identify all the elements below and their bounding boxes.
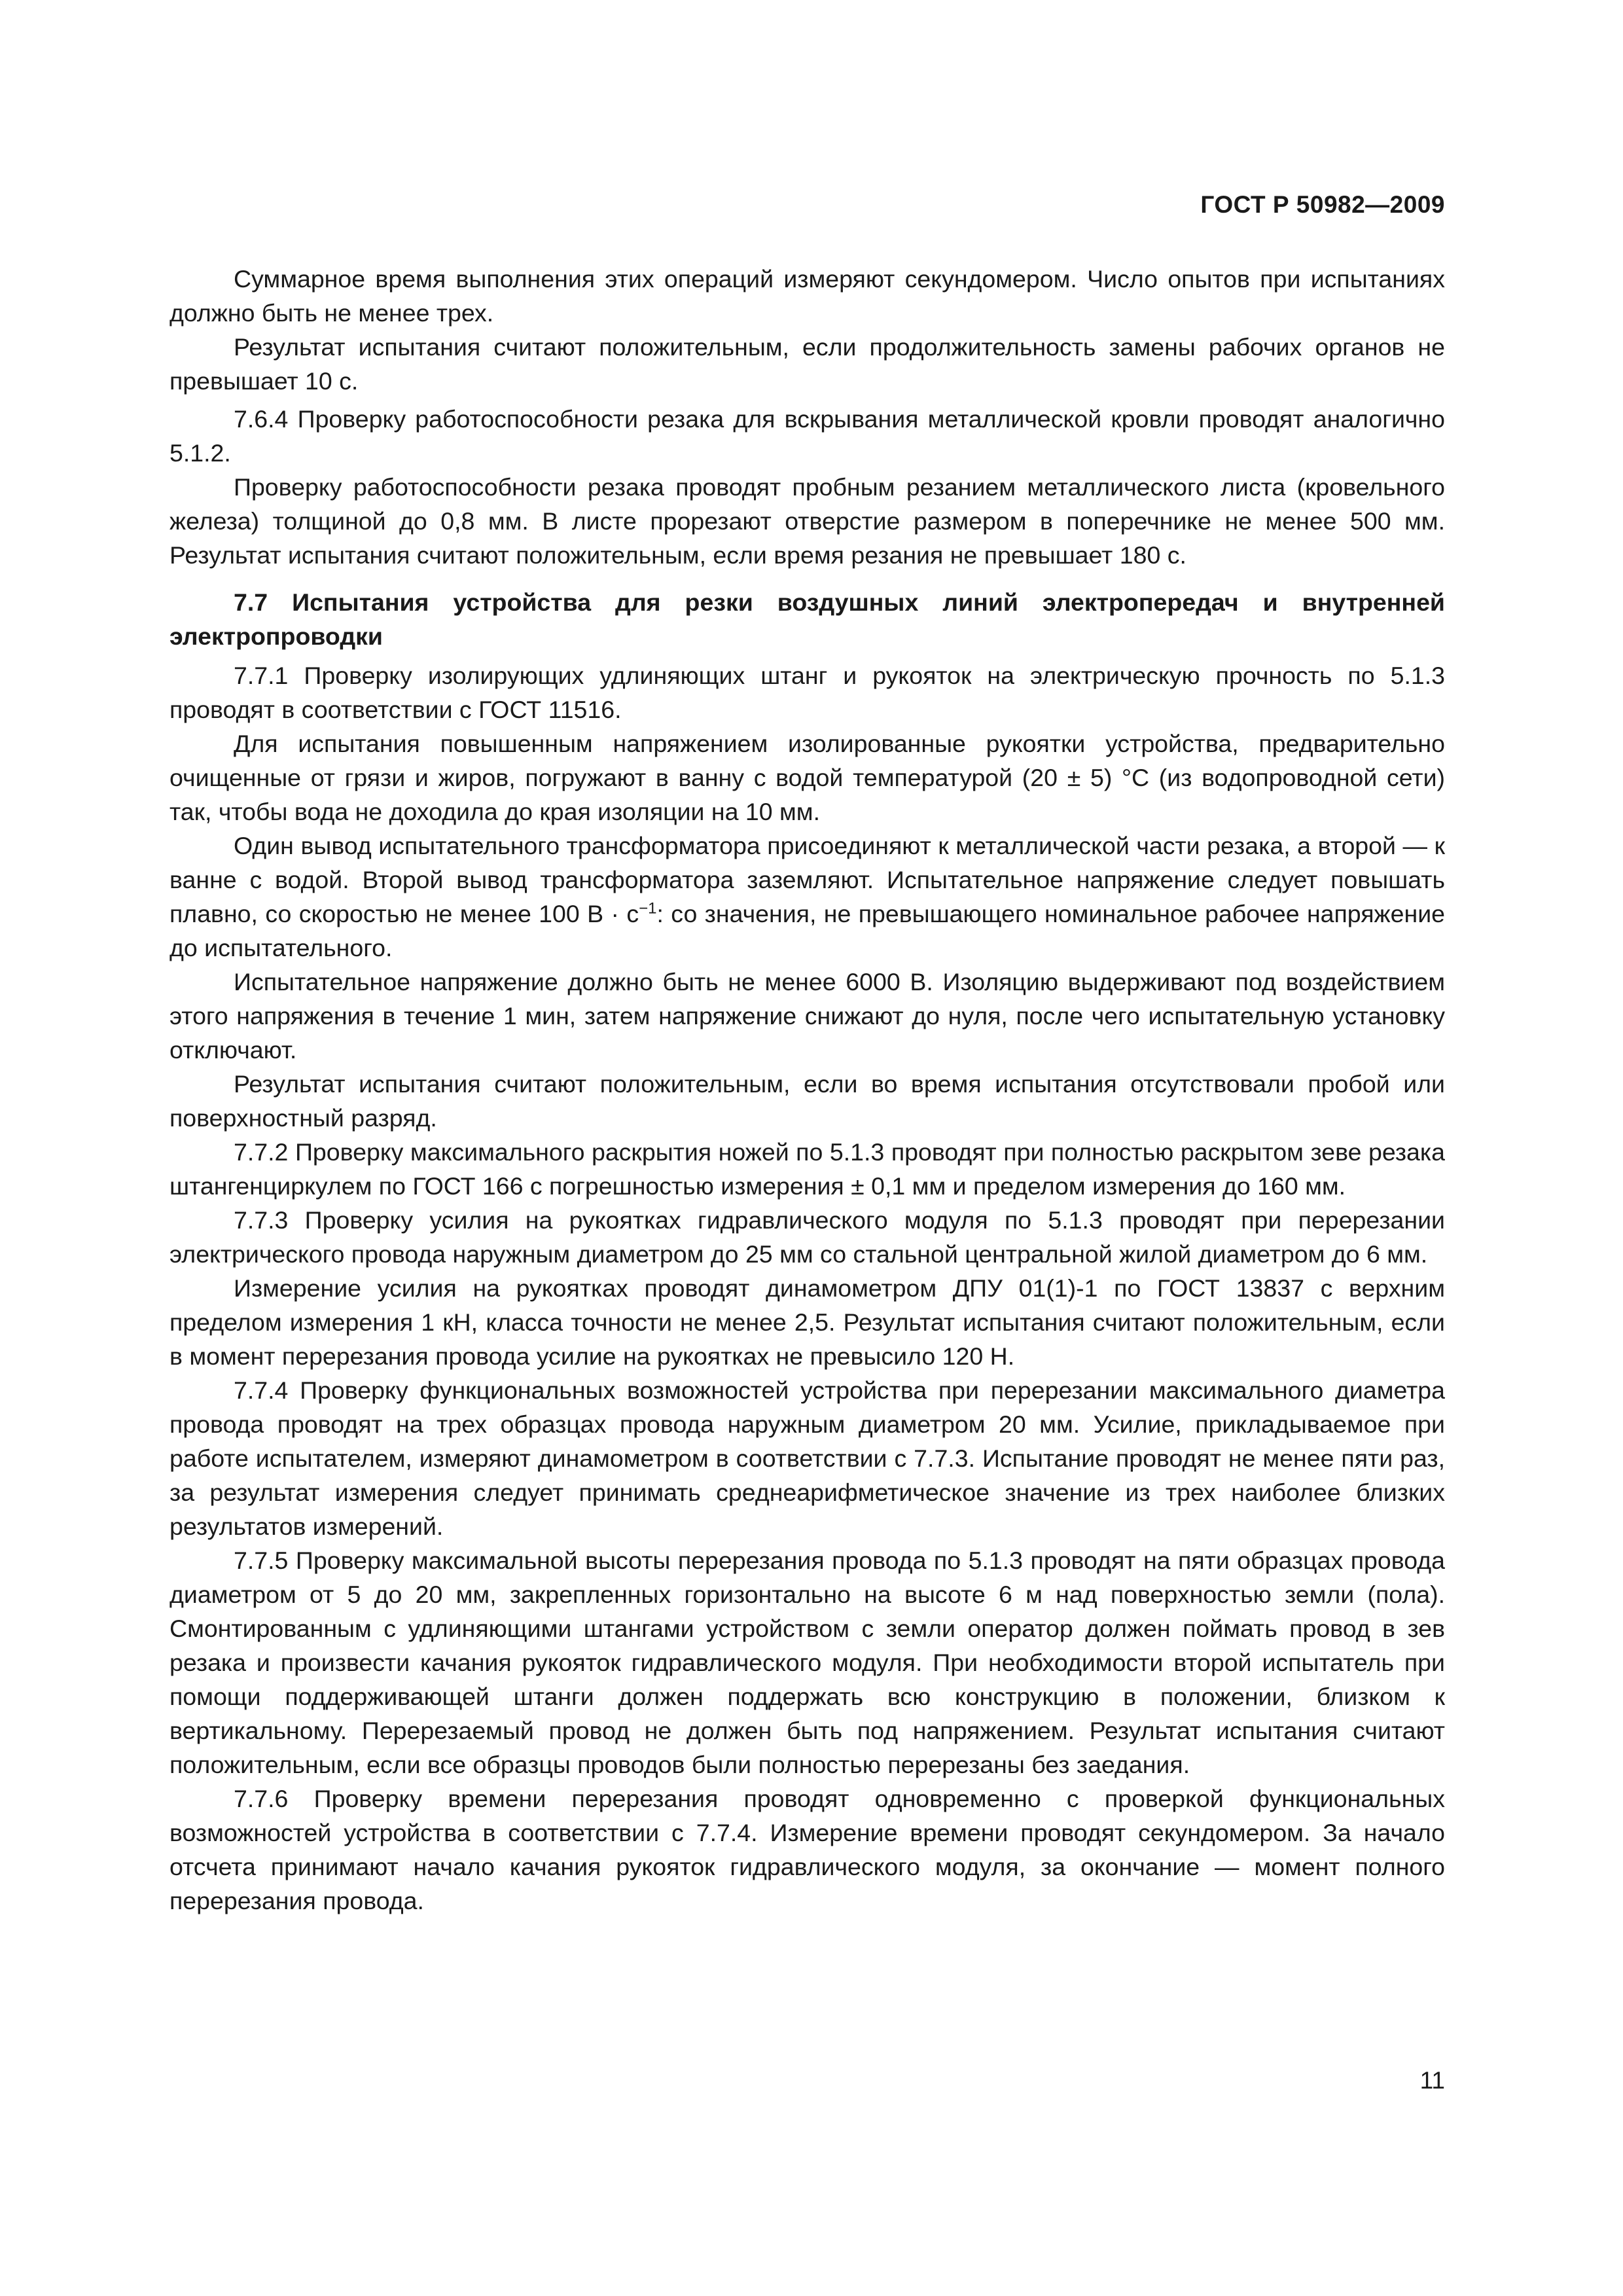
- paragraph-test-voltage: Испытательное напряжение должно быть не менее 6000 В. Изоляцию выдерживают под воздействием этого напряжения в течение 1 мин, затем напряжение снижают до нуля, после чего испытательную установку отключают.: [169, 968, 1445, 1064]
- paragraph-7-6-4: 7.6.4 Проверку работоспособности резака для вскрывания металлической кровли проводят аналогично 5.1.2.: [169, 405, 1445, 467]
- paragraph-cutting-test: Проверку работоспособности резака проводят пробным резанием металлического листа (кровельного железа) толщиной до 0,8 мм. В листе прорезают отверстие размером в поперечнике не менее 500 мм. Результат испытания считают положительным, если время резания не превышает 180 с.: [169, 473, 1445, 569]
- section-heading-7-7: 7.7 Испытания устройства для резки воздушных линий электропередач и внутренней электропроводки: [169, 588, 1445, 650]
- transformer-text-part-1: Один вывод испытательного трансформатора присоединяют к металлической части резака, а второй — к ванне с водой. Второй вывод трансформатора заземляют. Испытательное напряжение следует повышать плавно, со скоростью не менее 100 В · с: [169, 832, 1445, 927]
- paragraph-7-7-5: 7.7.5 Проверку максимальной высоты перерезания провода по 5.1.3 проводят на пяти образцах провода диаметром от 5 до 20 мм, закрепленных горизонтально на высоте 6 м над поверхностью земли (пола). Смонтированным с удлиняющими штангами устройством с земли оператор должен поймать провод в зев резака и произвести качания рукояток гидравлического модуля. При необходимости второй испытатель при помощи поддерживающей штанги должен поддержать всю конструкцию в положении, близком к вертикальному. Перерезаемый провод не должен быть под напряжением. Результат испытания считают положительным, если все образцы проводов были полностью перерезаны без заедания.: [169, 1547, 1445, 1778]
- document-code-header: ГОСТ Р 50982—2009: [1200, 191, 1445, 218]
- paragraph-operations-time: Суммарное время выполнения этих операций измеряют секундомером. Число опытов при испытаниях должно быть не менее трех.: [169, 265, 1445, 327]
- page-number: 11: [1419, 2067, 1445, 2094]
- paragraph-7-7-1: 7.7.1 Проверку изолирующих удлиняющих штанг и рукояток на электрическую прочность по 5.1.3 проводят в соответствии с ГОСТ 11516.: [169, 662, 1445, 723]
- paragraph-breakdown-result: Результат испытания считают положительным, если во время испытания отсутствовали пробой или поверхностный разряд.: [169, 1070, 1445, 1132]
- paragraph-7-7-6: 7.7.6 Проверку времени перерезания проводят одновременно с проверкой функциональных возможностей устройства в соответствии с 7.7.4. Измерение времени проводят секундомером. За начало отсчета принимают начало качания рукояток гидравлического модуля, за окончание — момент полного перерезания провода.: [169, 1785, 1445, 1914]
- paragraph-7-7-3: 7.7.3 Проверку усилия на рукоятках гидравлического модуля по 5.1.3 проводят при перерезании электрического провода наружным диаметром до 25 мм со стальной центральной жилой диаметром до 6 мм.: [169, 1206, 1445, 1268]
- exponent-superscript: −1: [639, 899, 657, 918]
- paragraph-high-voltage-test: Для испытания повышенным напряжением изолированные рукоятки устройства, предварительно очищенные от грязи и жиров, погружают в ванну с водой температурой (20 ± 5) °С (из водопроводной сети) так, чтобы вода не доходила до края изоляции на 10 мм.: [169, 730, 1445, 825]
- paragraph-force-measurement: Измерение усилия на рукоятках проводят динамометром ДПУ 01(1)-1 по ГОСТ 13837 с верхним пределом измерения 1 кН, класса точности не менее 2,5. Результат испытания считают положительным, если в момент перерезания провода усилие на рукоятках не превысило 120 Н.: [169, 1274, 1445, 1370]
- paragraph-transformer-connection: [169, 829, 1445, 965]
- paragraph-replacement-result: Результат испытания считают положительным, если продолжительность замены рабочих органов не превышает 10 с.: [169, 333, 1445, 395]
- paragraph-7-7-4: 7.7.4 Проверку функциональных возможностей устройства при перерезании максимального диаметра провода проводят на трех образцах провода наружным диаметром 20 мм. Усилие, прикладываемое при работе испытателем, измеряют динамометром в соответствии с 7.7.3. Испытание проводят не менее пяти раз, за результат измерения следует принимать среднеарифметическое значение из трех наиболее близких результатов измерений.: [169, 1376, 1445, 1540]
- transformer-text-part-2: : со значения, не превышающего номинальное рабочее напряжение до испытательного.: [169, 900, 1446, 961]
- document-body: [169, 262, 1445, 1918]
- paragraph-7-7-2: 7.7.2 Проверку максимального раскрытия ножей по 5.1.3 проводят при полностью раскрытом зеве резака штангенциркулем по ГОСТ 166 с погрешностью измерения ± 0,1 мм и пределом измерения до 160 мм.: [169, 1138, 1445, 1200]
